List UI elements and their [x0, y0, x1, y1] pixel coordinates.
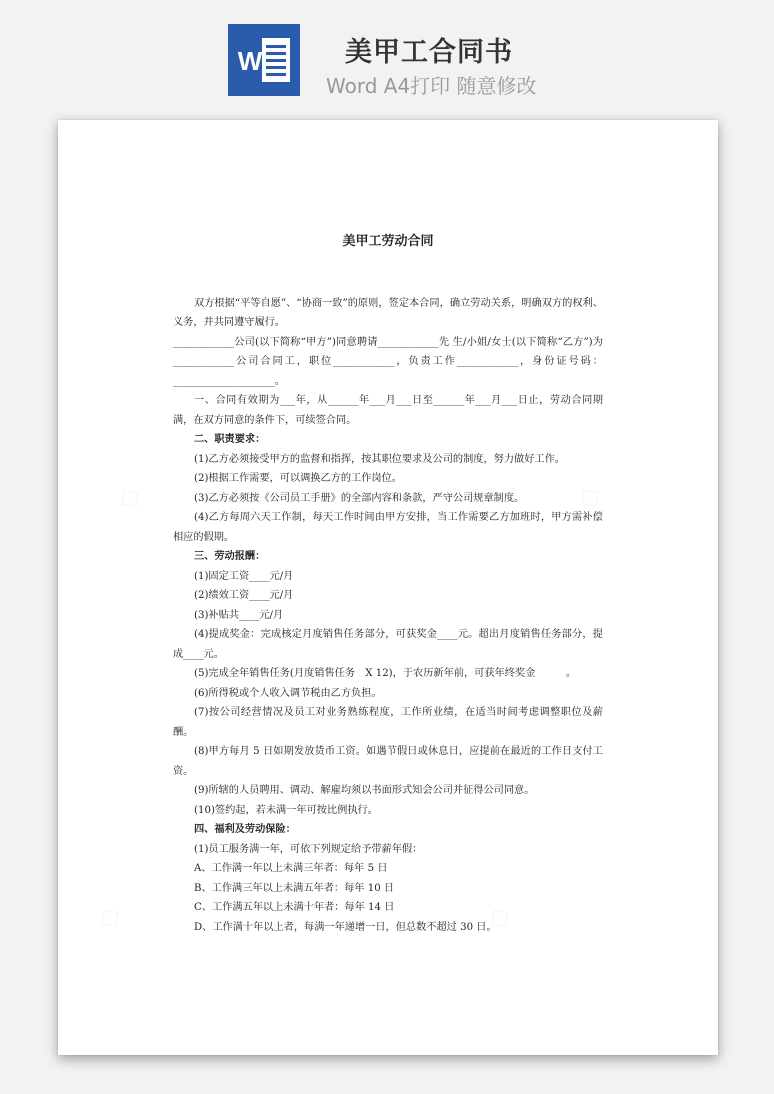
paragraph: 双方根据“平等自愿”、“协商一致”的原则，签定本合同，确立劳动关系，明确双方的权利、义务，并共同遵守履行。 — [173, 297, 603, 328]
document-page — [58, 120, 718, 1055]
paragraph: A、工作满一年以上未满三年者：每年 5 日 — [194, 863, 388, 874]
page-header — [0, 0, 774, 110]
paragraph: (2)绩效工资____元/月 — [194, 590, 294, 601]
watermark-mark: ◇ — [90, 896, 128, 937]
paragraph: (5)完成全年销售任务(月度销售任务 X 12)，于农历新年前，可获年终奖金 。 — [194, 668, 577, 679]
watermark-mark: ◇ — [480, 896, 518, 937]
paragraph: (4)提成奖金：完成核定月度销售任务部分，可获奖金____元。超出月度销售任务部分，提成____元。 — [173, 629, 603, 660]
paragraph: (2)根据工作需要，可以调换乙方的工作岗位。 — [194, 473, 402, 484]
header-title: 美甲工合同书 — [345, 37, 513, 68]
watermark-mark: ◇ — [570, 476, 608, 517]
paragraph: D、工作满十年以上者，每满一年递增一日，但总数不超过 30 日。 — [194, 921, 497, 933]
section-heading: 四、福利及劳动保险： — [194, 823, 296, 835]
paragraph: 一、合同有效期为___年，从______年___月___日至______年___月___日止，劳动合同期满，在双方同意的条件下，可续签合同。 — [173, 395, 603, 426]
paragraph: (1)员工服务满一年，可依下列规定给予带薪年假： — [194, 843, 423, 855]
word-icon — [228, 24, 300, 96]
paragraph: (10)签约起，若未满一年可按比例执行。 — [194, 804, 378, 816]
header-subtitle: Word A4打印 随意修改 — [326, 74, 537, 98]
paragraph: (3)补贴共____元/月 — [194, 609, 284, 621]
paragraph: (7)按公司经营情况及员工对业务熟练程度，工作所业绩，在适当时间考虑调整职位及薪酬。 — [173, 707, 603, 738]
document-body — [173, 232, 603, 937]
paragraph: (1)乙方必须接受甲方的监督和指挥，按其职位要求及公司的制度，努力做好工作。 — [194, 453, 565, 465]
paragraph: (9)所辖的人员聘用、调动、解雇均须以书面形式知会公司并征得公司同意。 — [194, 785, 535, 796]
watermark-mark: ◇ — [110, 476, 148, 517]
paragraph: (4)乙方每周六天工作制，每天工作时间由甲方安排，当工作需要乙方加班时，甲方需补偿相应的假期。 — [173, 512, 603, 543]
paragraph: C、工作满五年以上未满十年者：每年 14 日 — [194, 902, 395, 913]
paragraph: (3)乙方必须按《公司员工手册》的全部内容和条款，严守公司规章制度。 — [194, 492, 525, 504]
paragraph: (1)固定工资____元/月 — [194, 570, 294, 582]
section-heading: 三、劳动报酬： — [194, 550, 266, 562]
document-title: 美甲工劳动合同 — [342, 234, 434, 249]
paragraph: (6)所得税或个人收入调节税由乙方负担。 — [194, 687, 382, 699]
paragraph: ____________公司(以下简称“甲方”)同意聘请____________先 生/小姐/女士(以下简称“乙方”)为____________公司合同工，职位____________，负责工作____________，身份证号码：____________________。 — [173, 336, 603, 387]
paragraph: (8)甲方每月 5 日如期发放货币工资。如遇节假日或休息日，应提前在最近的工作日支付工资。 — [173, 746, 603, 777]
paragraph: B、工作满三年以上未满五年者：每年 10 日 — [194, 882, 395, 894]
word-icon-letter: W — [237, 46, 263, 76]
section-heading: 二、职责要求： — [194, 433, 266, 445]
